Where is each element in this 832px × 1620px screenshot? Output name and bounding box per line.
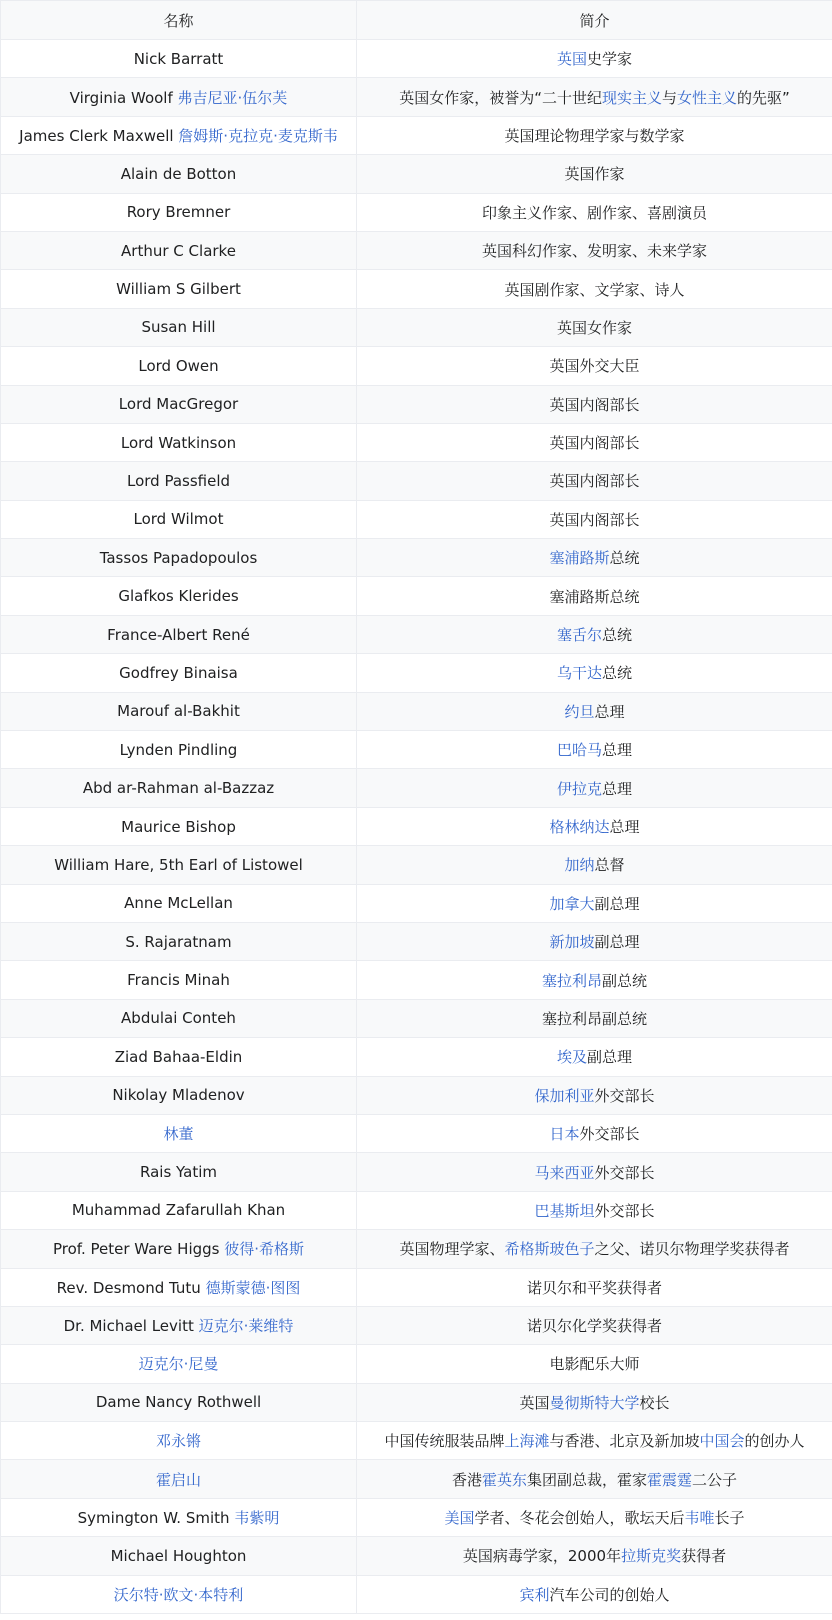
name-cell bbox=[1, 1230, 357, 1268]
name-cell bbox=[1, 1575, 357, 1613]
cell-text: S. Rajaratnam bbox=[125, 932, 232, 951]
wiki-link[interactable]: 霍启山 bbox=[155, 1470, 201, 1489]
description-cell bbox=[357, 423, 832, 461]
name-cell bbox=[1, 193, 357, 231]
description-cell bbox=[357, 1038, 832, 1076]
table-row bbox=[1, 155, 832, 193]
cell-text: James Clerk Maxwell bbox=[19, 126, 179, 145]
description-cell bbox=[357, 1460, 832, 1498]
table-row bbox=[1, 500, 832, 538]
table-row bbox=[1, 1114, 832, 1152]
cell-text: 印象主义作家、剧作家、喜剧演员 bbox=[481, 203, 707, 222]
wiki-link[interactable]: 韦紫明 bbox=[234, 1509, 280, 1528]
name-cell bbox=[1, 731, 357, 769]
description-cell bbox=[357, 654, 832, 692]
description-cell bbox=[357, 500, 832, 538]
name-cell bbox=[1, 1460, 357, 1498]
description-cell bbox=[357, 1114, 832, 1152]
name-cell bbox=[1, 846, 357, 884]
name-cell bbox=[1, 1537, 357, 1575]
table-row bbox=[1, 1537, 832, 1575]
description-cell bbox=[357, 731, 832, 769]
wiki-link[interactable]: 美国 bbox=[444, 1509, 475, 1528]
description-cell bbox=[357, 78, 832, 116]
name-cell bbox=[1, 500, 357, 538]
table-row bbox=[1, 961, 832, 999]
cell-text: 诺贝尔和平奖获得者 bbox=[526, 1278, 662, 1297]
description-cell bbox=[357, 270, 832, 308]
cell-text: 之父、诺贝尔物理学奖获得者 bbox=[594, 1240, 790, 1259]
wiki-link[interactable]: 乌干达 bbox=[556, 664, 602, 683]
cell-text: 二公子 bbox=[692, 1470, 738, 1489]
cell-text: 总理 bbox=[594, 702, 625, 721]
table-row bbox=[1, 423, 832, 461]
table-row bbox=[1, 231, 832, 269]
wiki-link[interactable]: 霍英东 bbox=[481, 1470, 527, 1489]
name-cell bbox=[1, 539, 357, 577]
wiki-link[interactable]: 曼彻斯特大学 bbox=[549, 1393, 640, 1412]
cell-text: 诺贝尔化学奖获得者 bbox=[526, 1317, 662, 1336]
description-cell bbox=[357, 1383, 832, 1421]
cell-text: Lord Watkinson bbox=[120, 433, 237, 452]
name-cell bbox=[1, 1498, 357, 1536]
cell-text: 史学家 bbox=[587, 50, 633, 69]
wiki-link[interactable]: 加拿大 bbox=[549, 894, 595, 913]
cell-text: 副总统 bbox=[602, 971, 648, 990]
wiki-link[interactable]: 现实主义 bbox=[601, 88, 662, 107]
wiki-link[interactable]: 沃尔特·欧文·本特利 bbox=[113, 1585, 244, 1604]
wiki-link[interactable]: 加纳 bbox=[564, 856, 595, 875]
cell-text: 总理 bbox=[602, 741, 633, 760]
cell-text: Prof. Peter Ware Higgs bbox=[52, 1240, 225, 1259]
table-row bbox=[1, 922, 832, 960]
cell-text: 学者、冬花会创始人，歌坛天后 bbox=[474, 1509, 685, 1528]
cell-text: 英国 bbox=[519, 1393, 550, 1412]
cell-text: Virginia Woolf bbox=[69, 88, 178, 107]
description-cell bbox=[357, 846, 832, 884]
name-cell bbox=[1, 769, 357, 807]
description-cell bbox=[357, 1498, 832, 1536]
description-cell bbox=[357, 1076, 832, 1114]
cell-text: Lynden Pindling bbox=[119, 740, 238, 759]
table-row bbox=[1, 40, 832, 78]
cell-text: 英国病毒学家，2000年 bbox=[462, 1547, 622, 1566]
cell-text: Rev. Desmond Tutu bbox=[56, 1278, 206, 1297]
cell-text: 英国女作家，被誉为“二十世纪 bbox=[399, 88, 602, 107]
table-row bbox=[1, 769, 832, 807]
wiki-link[interactable]: 林董 bbox=[163, 1125, 194, 1144]
wiki-link[interactable]: 女性主义 bbox=[677, 88, 738, 107]
cell-text: 英国科幻作家、发明家、未来学家 bbox=[481, 242, 707, 261]
description-cell bbox=[357, 40, 832, 78]
description-cell bbox=[357, 1306, 832, 1344]
table-row bbox=[1, 308, 832, 346]
cell-text: 的创办人 bbox=[744, 1432, 805, 1451]
description-cell bbox=[357, 539, 832, 577]
table-row bbox=[1, 1345, 832, 1383]
table-row bbox=[1, 1076, 832, 1114]
cell-text: Muhammad Zafarullah Khan bbox=[71, 1201, 286, 1220]
description-cell bbox=[357, 1537, 832, 1575]
table-row bbox=[1, 78, 832, 116]
table-row bbox=[1, 846, 832, 884]
description-cell bbox=[357, 1191, 832, 1229]
description-cell bbox=[357, 615, 832, 653]
cell-text: Francis Minah bbox=[127, 971, 230, 990]
name-cell bbox=[1, 577, 357, 615]
cell-text: 外交部长 bbox=[579, 1125, 640, 1144]
cell-text: Dr. Michael Levitt bbox=[63, 1317, 199, 1336]
cell-text: 汽车公司的创始人 bbox=[549, 1585, 670, 1604]
name-cell bbox=[1, 385, 357, 423]
table-row bbox=[1, 654, 832, 692]
table-row bbox=[1, 692, 832, 730]
cell-text: 与香港、北京及新加坡 bbox=[549, 1432, 700, 1451]
description-cell bbox=[357, 807, 832, 845]
name-cell bbox=[1, 155, 357, 193]
description-cell bbox=[357, 1268, 832, 1306]
cell-text: Dame Nancy Rothwell bbox=[95, 1393, 262, 1412]
wiki-link[interactable]: 塞舌尔 bbox=[556, 626, 602, 645]
name-cell bbox=[1, 1268, 357, 1306]
cell-text: 总统 bbox=[602, 664, 633, 683]
cell-text: 获得者 bbox=[681, 1547, 727, 1566]
cell-text: 集团副总裁，霍家 bbox=[526, 1470, 647, 1489]
name-cell bbox=[1, 308, 357, 346]
table-row bbox=[1, 731, 832, 769]
description-cell bbox=[357, 155, 832, 193]
cell-text: 塞浦路斯总统 bbox=[549, 587, 640, 606]
name-cell bbox=[1, 1153, 357, 1191]
name-cell bbox=[1, 423, 357, 461]
description-cell bbox=[357, 577, 832, 615]
wiki-link[interactable]: 保加利亚 bbox=[534, 1086, 595, 1105]
description-cell bbox=[357, 231, 832, 269]
cell-text: 英国内阁部长 bbox=[549, 395, 640, 414]
table-row bbox=[1, 116, 832, 154]
cell-text: 英国理论物理学家与数学家 bbox=[504, 126, 685, 145]
cell-text: Symington W. Smith bbox=[77, 1509, 235, 1528]
name-cell bbox=[1, 807, 357, 845]
name-cell bbox=[1, 1345, 357, 1383]
table-row bbox=[1, 347, 832, 385]
cell-text: Tassos Papadopoulos bbox=[99, 548, 258, 567]
cell-text: 总理 bbox=[602, 779, 633, 798]
cell-text: 总理 bbox=[609, 818, 640, 836]
name-cell bbox=[1, 1038, 357, 1076]
description-cell bbox=[357, 999, 832, 1037]
name-cell bbox=[1, 654, 357, 692]
cell-text: 塞拉利昂副总统 bbox=[541, 1009, 647, 1028]
name-cell bbox=[1, 1191, 357, 1229]
description-cell bbox=[357, 922, 832, 960]
description-cell bbox=[357, 116, 832, 154]
cell-text: 总督 bbox=[594, 856, 625, 875]
cell-text: 与 bbox=[661, 88, 677, 107]
table-row bbox=[1, 1191, 832, 1229]
cell-text: 英国物理学家、 bbox=[399, 1240, 505, 1259]
wiki-link[interactable]: 格林纳达 bbox=[549, 818, 610, 836]
cell-text: 电影配乐大师 bbox=[549, 1355, 640, 1374]
wiki-link[interactable]: 英国 bbox=[556, 50, 587, 69]
wiki-link[interactable]: 拉斯克奖 bbox=[621, 1547, 682, 1566]
cell-text: 英国剧作家、文学家、诗人 bbox=[504, 280, 685, 299]
name-cell bbox=[1, 961, 357, 999]
wiki-link[interactable]: 塞浦路斯 bbox=[549, 549, 610, 568]
table-row bbox=[1, 807, 832, 845]
table-body bbox=[1, 40, 832, 1614]
table-row bbox=[1, 1575, 832, 1613]
cell-text: 外交部长 bbox=[594, 1086, 655, 1105]
table-row bbox=[1, 1422, 832, 1460]
table-row bbox=[1, 1153, 832, 1191]
name-cell bbox=[1, 78, 357, 116]
cell-text: Maurice Bishop bbox=[121, 817, 236, 836]
wiki-link[interactable]: 迈克尔·莱维特 bbox=[198, 1317, 294, 1336]
cell-text: 英国女作家 bbox=[556, 318, 632, 337]
name-cell bbox=[1, 231, 357, 269]
description-cell bbox=[357, 769, 832, 807]
name-cell bbox=[1, 1383, 357, 1421]
name-cell bbox=[1, 116, 357, 154]
table-row bbox=[1, 193, 832, 231]
cell-text: Michael Houghton bbox=[110, 1546, 247, 1565]
description-cell bbox=[357, 692, 832, 730]
cell-text: 中国传统服装品牌 bbox=[384, 1432, 505, 1451]
cell-text: 英国内阁部长 bbox=[549, 472, 640, 491]
description-cell bbox=[357, 1153, 832, 1191]
wiki-link[interactable]: 迈克尔·尼曼 bbox=[138, 1355, 219, 1374]
cell-text: Ziad Bahaa-Eldin bbox=[114, 1047, 243, 1066]
table-row bbox=[1, 1383, 832, 1421]
cell-text: 英国外交大臣 bbox=[549, 357, 640, 376]
table-row bbox=[1, 884, 832, 922]
name-cell bbox=[1, 1422, 357, 1460]
table-row bbox=[1, 1038, 832, 1076]
cell-text: 总统 bbox=[602, 626, 633, 645]
name-cell bbox=[1, 615, 357, 653]
wiki-link[interactable]: 约旦 bbox=[564, 702, 595, 721]
cell-text: Lord MacGregor bbox=[118, 395, 239, 414]
name-cell bbox=[1, 922, 357, 960]
header-row bbox=[1, 1, 832, 40]
cell-text: Godfrey Binaisa bbox=[119, 663, 238, 682]
header-description: 简介 bbox=[357, 1, 832, 40]
cell-text: Susan Hill bbox=[141, 318, 216, 337]
cell-text: 的先驱” bbox=[737, 88, 790, 107]
description-cell bbox=[357, 308, 832, 346]
cell-text: Alain de Botton bbox=[120, 164, 237, 183]
name-cell bbox=[1, 999, 357, 1037]
cell-text: 总统 bbox=[609, 549, 640, 568]
cell-text: 英国内阁部长 bbox=[549, 434, 640, 453]
table-row bbox=[1, 615, 832, 653]
cell-text: 英国内阁部长 bbox=[549, 510, 640, 529]
wiki-link[interactable]: 德斯蒙德·图图 bbox=[205, 1278, 301, 1297]
cell-text: Lord Owen bbox=[138, 356, 219, 375]
cell-text: 副总理 bbox=[594, 933, 640, 952]
cell-text: France-Albert René bbox=[107, 625, 250, 644]
wiki-link[interactable]: 伊拉克 bbox=[556, 779, 602, 798]
table-row bbox=[1, 462, 832, 500]
description-cell bbox=[357, 1575, 832, 1613]
wiki-link[interactable]: 巴基斯坦 bbox=[534, 1201, 595, 1220]
description-cell bbox=[357, 961, 832, 999]
name-cell bbox=[1, 884, 357, 922]
name-cell bbox=[1, 1076, 357, 1114]
table-row bbox=[1, 1306, 832, 1344]
wiki-link[interactable]: 詹姆斯·克拉克·麦克斯韦 bbox=[178, 126, 338, 145]
wiki-link[interactable]: 彼得·希格斯 bbox=[224, 1240, 305, 1259]
cell-text: Anne McLellan bbox=[124, 894, 233, 913]
cell-text: 外交部长 bbox=[594, 1201, 655, 1220]
cell-text: Abdulai Conteh bbox=[121, 1009, 236, 1028]
wiki-link[interactable]: 马来西亚 bbox=[534, 1163, 595, 1182]
description-cell bbox=[357, 1230, 832, 1268]
wiki-link[interactable]: 邓永锵 bbox=[155, 1432, 201, 1451]
cell-text: Nikolay Mladenov bbox=[112, 1086, 245, 1105]
description-cell bbox=[357, 193, 832, 231]
cell-text: Rais Yatim bbox=[140, 1163, 217, 1182]
cell-text: Marouf al-Bakhit bbox=[117, 702, 240, 721]
cell-text: 英国作家 bbox=[564, 165, 625, 184]
wiki-link[interactable]: 埃及 bbox=[556, 1048, 587, 1067]
table-row bbox=[1, 1230, 832, 1268]
table-row bbox=[1, 1498, 832, 1536]
wiki-link[interactable]: 日本 bbox=[549, 1125, 580, 1144]
description-cell bbox=[357, 385, 832, 423]
table-row bbox=[1, 539, 832, 577]
wiki-link[interactable]: 弗吉尼亚·伍尔芙 bbox=[177, 88, 288, 107]
table-row bbox=[1, 1268, 832, 1306]
description-cell bbox=[357, 1345, 832, 1383]
cell-text: 长子 bbox=[714, 1509, 745, 1528]
description-cell bbox=[357, 1422, 832, 1460]
name-cell bbox=[1, 347, 357, 385]
wiki-link[interactable]: 中国会 bbox=[699, 1432, 745, 1451]
cell-text: 外交部长 bbox=[594, 1163, 655, 1182]
description-cell bbox=[357, 462, 832, 500]
wiki-link[interactable]: 宾利 bbox=[519, 1585, 550, 1604]
cell-text: Lord Passfield bbox=[126, 471, 231, 490]
name-cell bbox=[1, 270, 357, 308]
cell-text: 副总理 bbox=[587, 1048, 633, 1067]
description-cell bbox=[357, 884, 832, 922]
name-cell bbox=[1, 40, 357, 78]
description-cell bbox=[357, 347, 832, 385]
cell-text: Arthur C Clarke bbox=[121, 241, 236, 260]
cell-text: Rory Bremner bbox=[126, 203, 231, 222]
cell-text: 香港 bbox=[451, 1470, 482, 1489]
wiki-link[interactable]: 上海滩 bbox=[504, 1432, 550, 1451]
cell-text: William Hare, 5th Earl of Listowel bbox=[54, 855, 303, 874]
cell-text: Nick Barratt bbox=[133, 49, 224, 68]
name-cell bbox=[1, 1114, 357, 1152]
table-row bbox=[1, 1460, 832, 1498]
cell-text: Glafkos Klerides bbox=[118, 587, 239, 606]
table-row bbox=[1, 270, 832, 308]
wiki-link[interactable]: 希格斯玻色子 bbox=[504, 1240, 595, 1259]
cell-text: Abd ar-Rahman al-Bazzaz bbox=[82, 779, 275, 798]
header-name: 名称 bbox=[1, 1, 357, 40]
table-row bbox=[1, 999, 832, 1037]
table-row bbox=[1, 385, 832, 423]
wiki-link[interactable]: 新加坡 bbox=[549, 933, 595, 952]
name-cell bbox=[1, 692, 357, 730]
name-cell bbox=[1, 462, 357, 500]
cell-text: 校长 bbox=[639, 1393, 670, 1412]
cell-text: 副总理 bbox=[594, 894, 640, 913]
wiki-link[interactable]: 韦唯 bbox=[684, 1509, 715, 1528]
wiki-link[interactable]: 巴哈马 bbox=[556, 741, 602, 760]
table-row bbox=[1, 577, 832, 615]
cell-text: William S Gilbert bbox=[116, 280, 241, 299]
wiki-link[interactable]: 霍震霆 bbox=[647, 1470, 693, 1489]
cell-text: Lord Wilmot bbox=[133, 510, 224, 529]
name-cell bbox=[1, 1306, 357, 1344]
wiki-link[interactable]: 塞拉利昂 bbox=[541, 971, 602, 990]
